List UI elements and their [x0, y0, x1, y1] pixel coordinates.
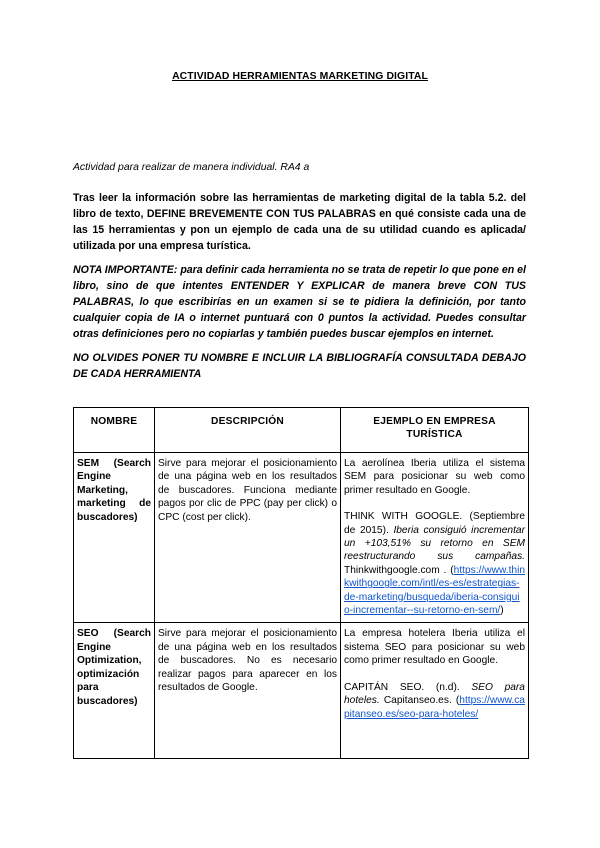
table-header-row [74, 408, 529, 453]
table-row [74, 623, 529, 759]
tool-example [341, 623, 529, 759]
tools-table [73, 407, 529, 759]
reference-title: Iberia consiguió incrementar un +103,51% su retorno en SEM reestructurando sus campañas. [344, 524, 525, 563]
reference-site: Thinkwithgoogle.com . [344, 564, 447, 576]
reminder-paragraph: NO OLVIDES PONER TU NOMBRE E INCLUIR LA BIBLIOGRAFÍA CONSULTADA DEBAJO DE CADA HERRAMIENTA [73, 352, 526, 380]
tool-example [341, 453, 529, 623]
tool-name: SEM (Search Engine Marketing, marketing de buscadores) [74, 453, 155, 623]
tool-description: Sirve para mejorar el posicionamiento de una página web en los resultados de buscadores. No es necesario realizar pagos para aparecer en los resultados de Google. [155, 623, 341, 759]
reference-link[interactable]: https://www.thinkwithgoogle.com/intl/es-es/estrategias-de-marketing/busqueda/iberia-consiguio-incrementar--su-retorno-en-sem/ [344, 564, 525, 617]
reference-site: Capitanseo.es. [383, 695, 452, 707]
header-example: EJEMPLO EN EMPRESA TURÍSTICA [341, 408, 529, 453]
header-description: DESCRIPCIÓN [155, 408, 341, 453]
instructions-paragraph: Tras leer la información sobre las herramientas de marketing digital de la tabla 5.2. del libro de texto, DEFINE BREVEMENTE CON TUS PALABRAS en qué consiste cada una de las 15 herramientas y pon un ejemplo de cada una de su utilidad cuando es aplicada/ utilizada por una empresa turística. [73, 192, 526, 252]
header-name: NOMBRE [74, 408, 155, 453]
reference-close: ) [500, 605, 504, 617]
important-note-paragraph: NOTA IMPORTANTE: para definir cada herramienta no se trata de repetir lo que pone en el libro, sino de que intentes ENTENDER Y EXPLICAR de manera breve CON TUS PALABRAS, lo que escribirías en un examen si se te pidiera la definición, por tanto cualquier copia de IA o internet puntuará con 0 puntos la actividad. Puedes consultar otras definiciones pero no copiarlas y también puedes buscar ejemplos en internet. [73, 264, 526, 340]
reference-link[interactable]: https://www.capitanseo.es/seo-para-hoteles/ [344, 695, 525, 720]
tool-name: SEO (Search Engine Optimization, optimización para buscadores) [74, 623, 155, 759]
document-title: ACTIVIDAD HERRAMIENTAS MARKETING DIGITAL [172, 71, 428, 82]
example-text: La empresa hotelera Iberia utiliza el sistema SEO para posicionar su web como primer resultado en Google. [344, 628, 525, 667]
reference-author: CAPITÁN SEO. (n.d). [344, 681, 460, 693]
table-row [74, 453, 529, 623]
example-text: La aerolínea Iberia utiliza el sistema SEM para posicionar su web como primer resultado en Google. [344, 458, 525, 496]
reference-author: THINK WITH GOOGLE. (Septiembre de 2015). [344, 511, 525, 536]
reference: CAPITÁN SEO. (n.d). SEO para hoteles. Capitanseo.es. (https://www.capitanseo.es/seo-para-hoteles/ [344, 681, 525, 720]
intro-line: Actividad para realizar de manera individual. RA4 a [73, 162, 310, 173]
reference: THINK WITH GOOGLE. (Septiembre de 2015). Iberia consiguió incrementar un +103,51% su retorno en SEM reestructurando sus campañas. Thinkwithgoogle.com . (https://www.thinkwithgoogle.com/intl/es-es/estrategias-de-marketing/busqueda/iberia-consiguio-incrementar--su-retorno-en-sem/) [344, 511, 525, 617]
reference-title: SEO para hoteles. [344, 681, 525, 707]
tool-description: Sirve para mejorar el posicionamiento de una página web en los resultados de buscadores. Funciona mediante pagos por clic de PPC (pay per click) o CPC (cost per click). [155, 453, 341, 623]
